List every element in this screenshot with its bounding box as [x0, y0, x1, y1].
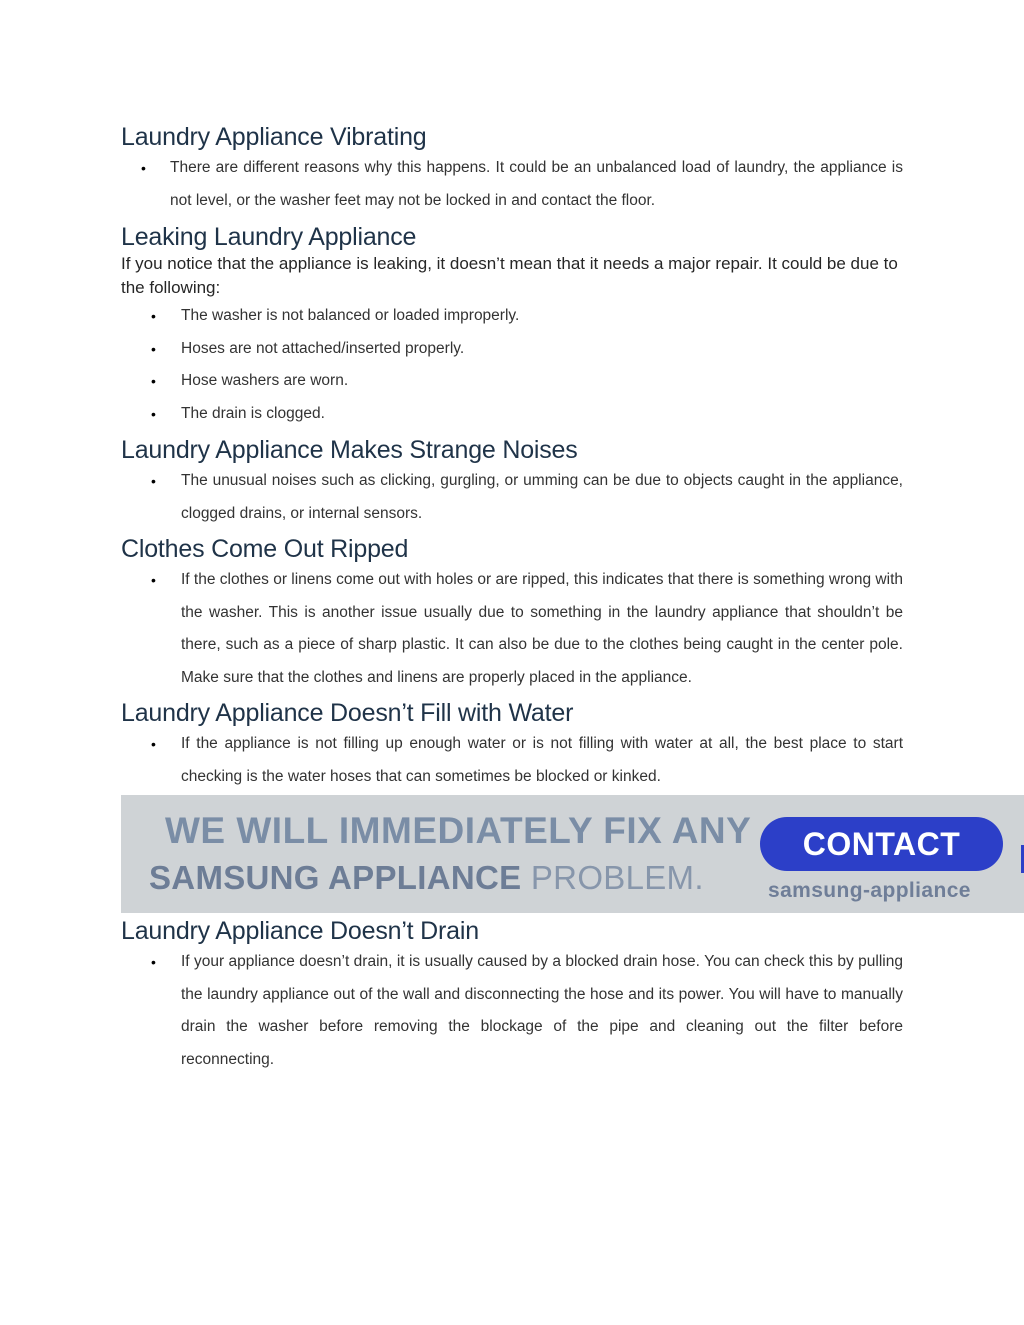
heading-vibrating: Laundry Appliance Vibrating	[121, 123, 427, 151]
heading-noises: Laundry Appliance Makes Strange Noises	[121, 436, 578, 464]
section-drain	[121, 916, 903, 1076]
list-item	[121, 465, 903, 530]
heading-ripped: Clothes Come Out Ripped	[121, 535, 409, 563]
section-ripped	[121, 534, 903, 694]
bullet-glyph: •	[151, 473, 156, 489]
list-item-text: If the appliance is not filling up enough water or is not filling with water at all, the best place to start checking is the water hoses that can sometimes be blocked or kinked.	[181, 735, 903, 785]
bullet-glyph: •	[141, 160, 146, 176]
section-vibrating	[121, 122, 903, 217]
list-item	[121, 152, 903, 217]
samsung-ad-banner[interactable]	[121, 795, 1024, 913]
list-item-text: If the clothes or linens come out with holes or are ripped, this indicates that there is something wrong with the washer. This is another issue usually due to something in the laundry appliance that shouldn’t be there, such as a piece of sharp plastic. It can also be due to the clothes being caught in the center pole. Make sure that the clothes and linens are properly placed in the appliance.	[181, 571, 903, 686]
bullet-glyph: •	[151, 373, 156, 389]
bullet-glyph: •	[151, 405, 156, 422]
bullet-glyph: •	[151, 340, 156, 357]
list-item	[121, 946, 903, 1076]
banner-brand-text: SAMSUNG APPLIANCE	[149, 859, 522, 896]
bullet-list	[121, 465, 903, 530]
bullet-list	[121, 300, 903, 430]
banner-site-text: samsung-appliance	[768, 879, 971, 902]
list-item	[121, 728, 903, 793]
list-item	[121, 564, 903, 694]
section-noises	[121, 435, 903, 530]
bullet-glyph: •	[151, 736, 156, 752]
list-item-text: The drain is clogged.	[181, 404, 325, 422]
list-item	[121, 300, 903, 333]
heading-fill-water: Laundry Appliance Doesn’t Fill with Water	[121, 699, 574, 727]
bullet-list	[121, 946, 903, 1076]
bullet-glyph: •	[151, 954, 156, 970]
list-item	[121, 333, 903, 366]
section-fill-water	[121, 698, 903, 793]
list-item-text: The unusual noises such as clicking, gurgling, or umming can be due to objects caught in the appliance, clogged drains, or internal sensors.	[181, 472, 903, 522]
intro-paragraph: If you notice that the appliance is leaking, it doesn’t mean that it needs a major repair. It could be due to the following:	[121, 254, 898, 297]
heading-drain: Laundry Appliance Doesn’t Drain	[121, 917, 479, 945]
bullet-list	[121, 152, 903, 217]
contact-button[interactable]: CONTACT	[760, 817, 1003, 871]
list-item-text: If your appliance doesn’t drain, it is usually caused by a blocked drain hose. You can check this by pulling the laundry appliance out of the wall and disconnecting the hose and its power. You will have to manually drain the washer before removing the blockage of the pipe and cleaning out the filter before reconnecting.	[181, 953, 903, 1068]
section-leaking	[121, 222, 903, 430]
list-item-text: Hose washers are worn.	[181, 372, 349, 389]
bullet-glyph: •	[151, 572, 156, 588]
list-item-text: The washer is not balanced or loaded improperly.	[181, 307, 520, 324]
bullet-glyph: •	[151, 308, 156, 324]
banner-headline: WE WILL IMMEDIATELY FIX ANY	[165, 810, 752, 851]
bullet-list	[121, 728, 903, 793]
list-item-text: There are different reasons why this happens. It could be an unbalanced load of laundry, the appliance is not level, or the washer feet may not be locked in and contact the floor.	[170, 159, 903, 209]
bullet-list	[121, 564, 903, 694]
banner-subline	[149, 859, 704, 897]
list-item-text: Hoses are not attached/inserted properly.	[181, 339, 465, 357]
heading-leaking: Leaking Laundry Appliance	[121, 223, 417, 251]
list-item	[121, 365, 903, 398]
list-item	[121, 398, 903, 431]
banner-problem-text: PROBLEM.	[521, 859, 704, 896]
